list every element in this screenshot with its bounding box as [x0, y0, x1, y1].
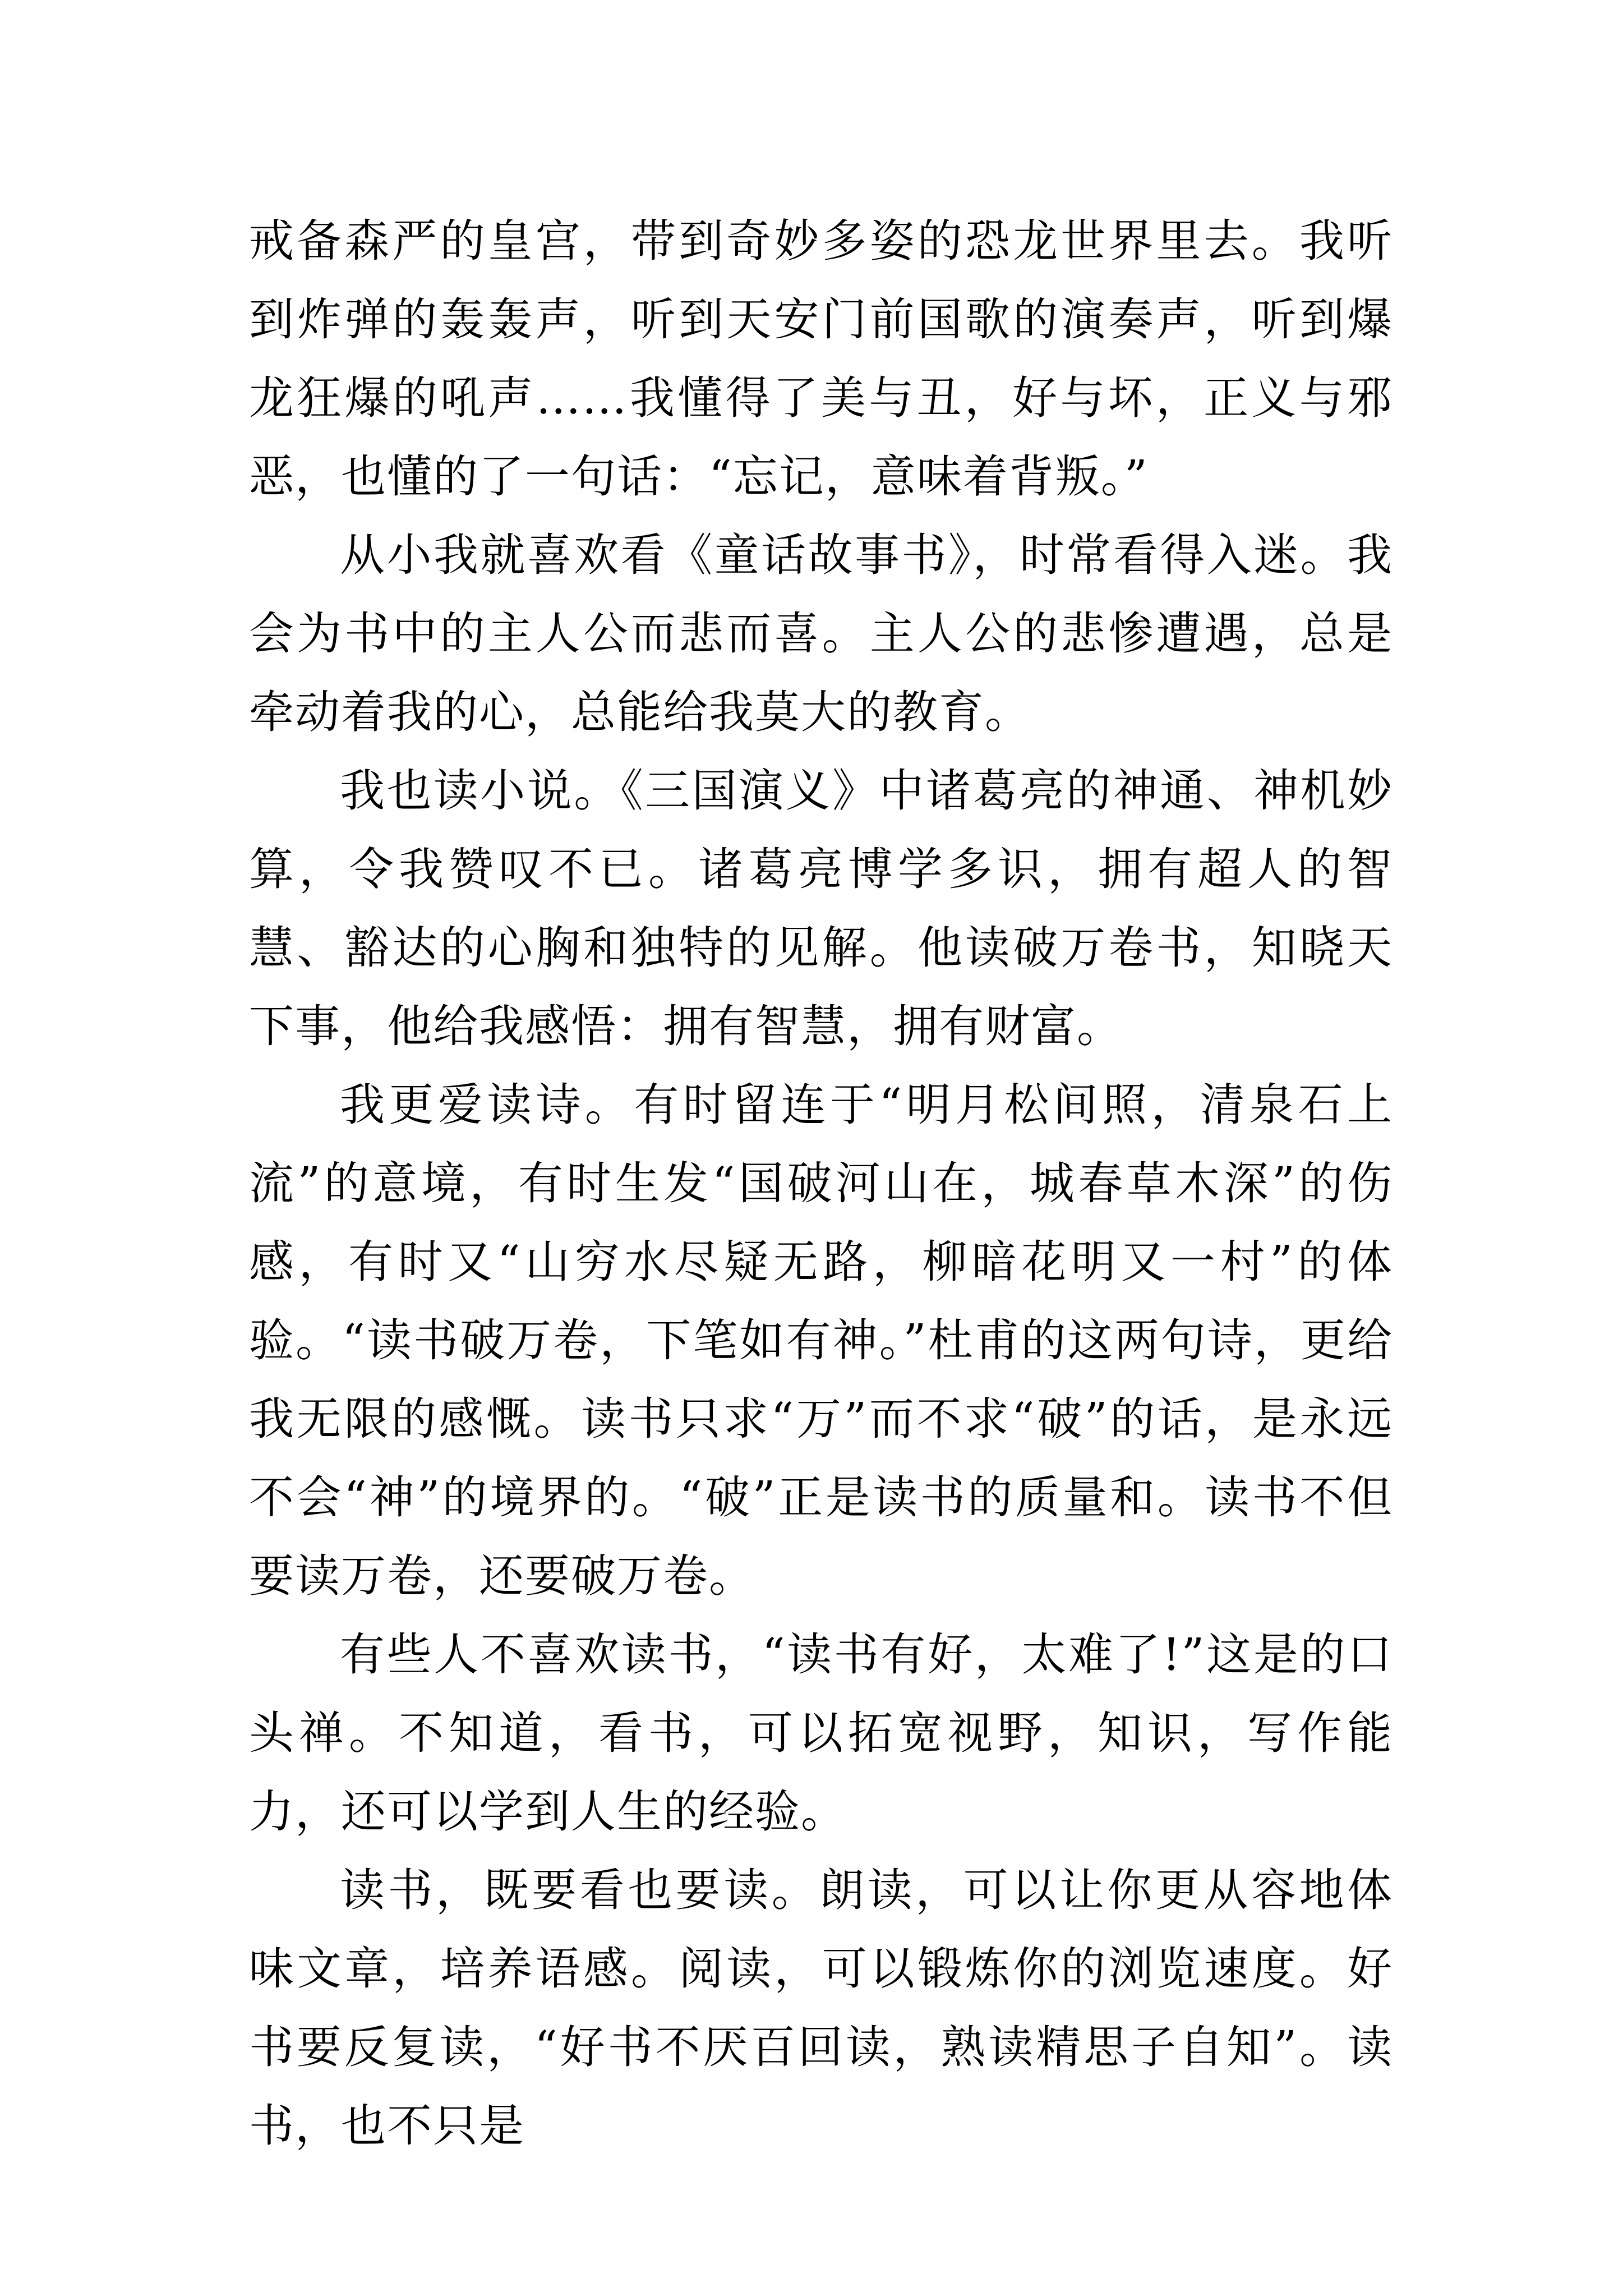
paragraph-novels: 我也读小说。《三国演义》中诸葛亮的神通、神机妙算，令我赞叹不已。诸葛亮博学多识，拥有超人的智慧、豁达的心胸和独特的见解。他读破万卷书，知晓天下事，他给我感悟：拥有智慧，拥有财富。 [249, 765, 1393, 1052]
paragraph-poetry: 我更爱读诗。有时留连于“明月松间照，清泉石上流”的意境，有时生发“国破河山在，城春草木深”的伤感，有时又“山穷水尽疑无路，柳暗花明又一村”的体验。“读书破万卷，下笔如有神。”杜甫的这两句诗，更给我无限的感慨。读书只求“万”而不求“破”的话，是永远不会“神”的境界的。“破”正是读书的质量和。读书不但要读万卷，还要破万卷。 [249, 1079, 1393, 1602]
paragraph-not-reading: 有些人不喜欢读书，“读书有好，太难了!”这是的口头禅。不知道，看书，可以拓宽视野，知识，写作能力，还可以学到人生的经验。 [249, 1628, 1393, 1838]
paragraph-fairy-tales: 从小我就喜欢看《童话故事书》，时常看得入迷。我会为书中的主人公而悲而喜。主人公的悲惨遭遇，总是牵动着我的心，总能给我莫大的教育。 [249, 529, 1393, 738]
body-text [249, 202, 1393, 2165]
paragraph-reading-methods: 读书，既要看也要读。朗读，可以让你更从容地体味文章，培养语感。阅读，可以锻炼你的浏览速度。好书要反复读，“好书不厌百回读，熟读精思子自知”。读书，也不只是 [249, 1864, 1393, 2152]
paragraph-continuation: 戒备森严的皇宫，带到奇妙多姿的恐龙世界里去。我听到炸弹的轰轰声，听到天安门前国歌的演奏声，听到爆龙狂爆的吼声……我懂得了美与丑，好与坏，正义与邪恶，也懂的了一句话：“忘记，意味着背叛。” [249, 215, 1393, 503]
